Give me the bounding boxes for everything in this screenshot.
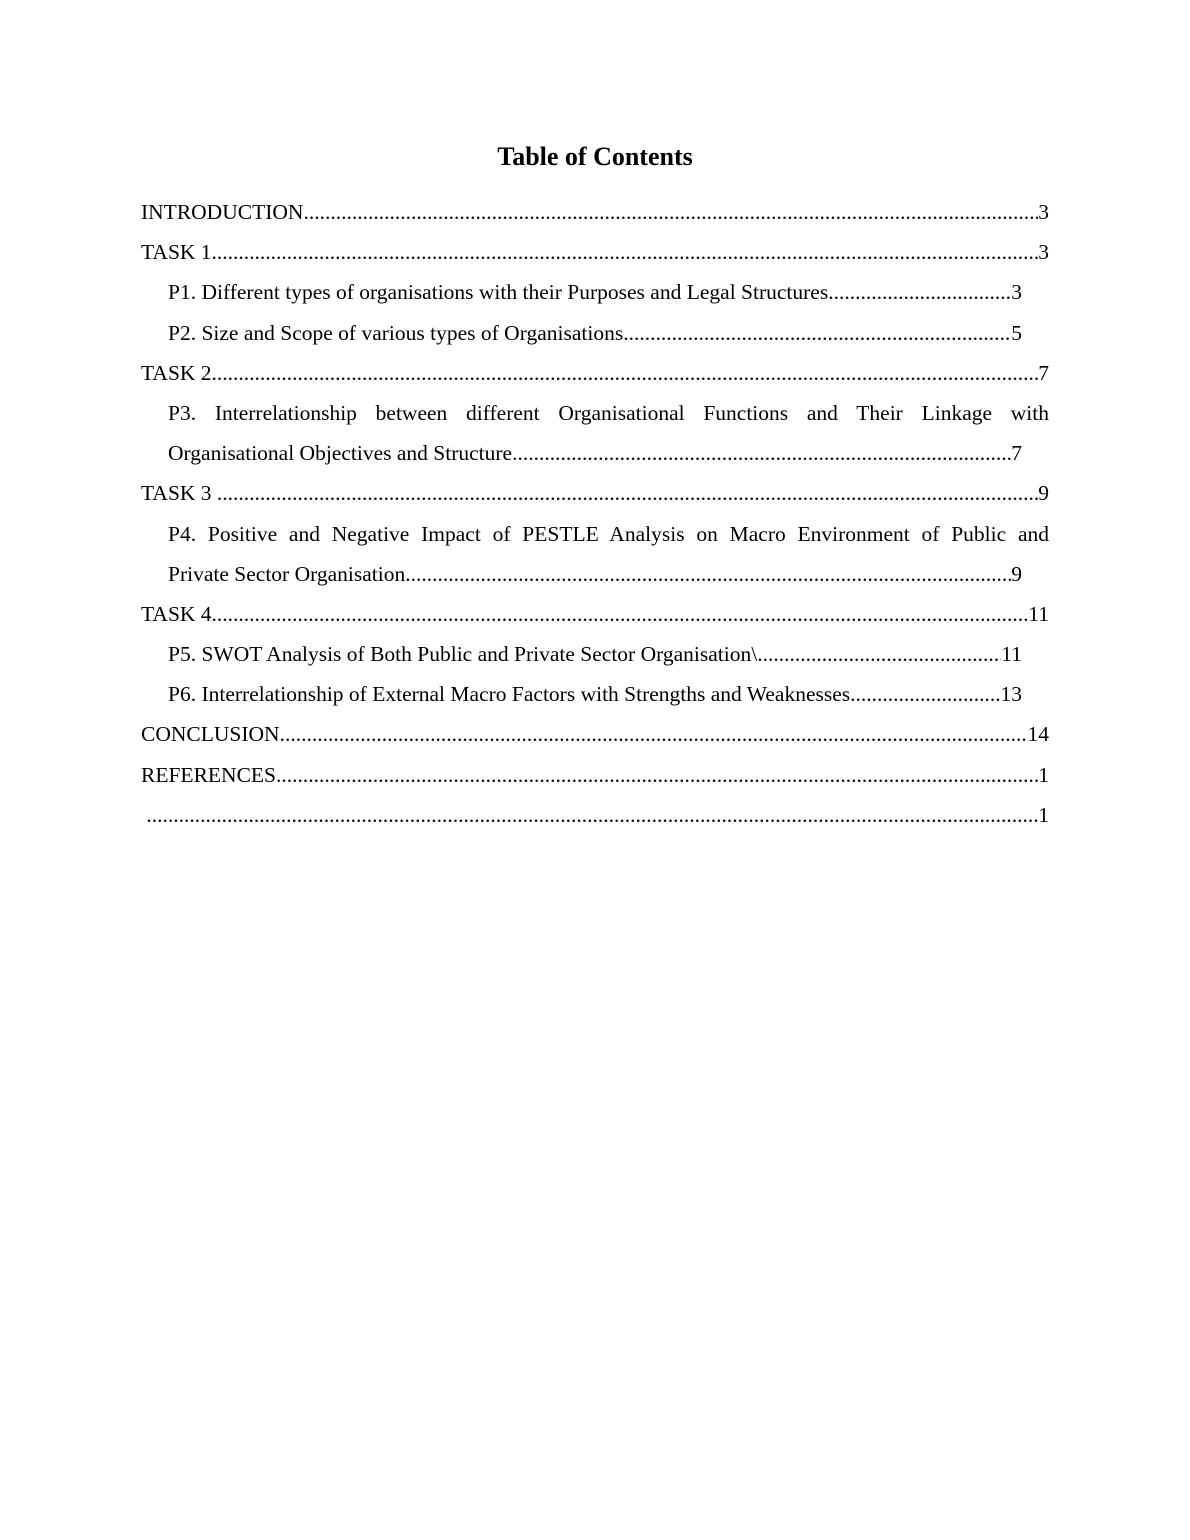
toc-entry-p1[interactable] — [168, 272, 1022, 312]
toc-entry-task-3[interactable] — [141, 473, 1049, 513]
toc-entry-label: Organisational Objectives and Structure — [168, 441, 513, 466]
toc-entry-p2[interactable] — [168, 313, 1022, 353]
toc-entry-p4-first-line[interactable]: P4. Positive and Negative Impact of PESTLE Analysis on Macro Environment of Public and — [168, 521, 1049, 546]
toc-entry-label: TASK 3 — [141, 481, 217, 506]
toc-entry-page-number: 13 — [1000, 682, 1022, 707]
toc-entry-page-number: 14 — [1027, 722, 1049, 747]
toc-entry-label: TASK 2 — [141, 360, 212, 385]
dot-leader — [217, 473, 1038, 513]
toc-entry-p5[interactable] — [168, 634, 1022, 674]
toc-entry-task-1[interactable] — [141, 232, 1049, 272]
toc-entry-label: INTRODUCTION — [141, 200, 304, 224]
toc-entry-page-number: 5 — [1011, 320, 1022, 345]
toc-entry-label: P1. Different types of organisations with their Purposes and Legal Structures — [168, 280, 829, 305]
toc-entry-page-number: 9 — [1038, 481, 1049, 506]
toc-entry-label: P5. SWOT Analysis of Both Public and Private Sector Organisation\ — [168, 642, 758, 667]
toc-entry-conclusion[interactable] — [141, 714, 1049, 754]
toc-entry-page-number: 7 — [1038, 360, 1049, 385]
toc-entry-page-number: 7 — [1011, 441, 1022, 466]
dot-leader — [512, 433, 1011, 473]
dot-leader — [212, 594, 1029, 634]
toc-entry-page-number: 11 — [1028, 601, 1049, 626]
toc-entry-page-number: 3 — [1011, 280, 1022, 305]
toc-entry-page-number: 1 — [1038, 762, 1049, 787]
toc-entry-task-2[interactable] — [141, 353, 1049, 393]
toc-entry-label: TASK 1 — [141, 240, 212, 265]
dot-leader — [303, 192, 1038, 232]
dot-leader — [828, 272, 1011, 312]
dot-leader — [405, 554, 1011, 594]
dot-leader — [212, 232, 1039, 272]
toc-entry-blank[interactable] — [141, 795, 1049, 835]
toc-entry-page-number: 1 — [1038, 802, 1049, 827]
table-of-contents — [141, 192, 1049, 835]
toc-entry-page-number: 3 — [1038, 200, 1049, 224]
dot-leader — [280, 714, 1028, 754]
toc-entry-label: TASK 4 — [141, 601, 212, 626]
toc-entry-p3[interactable] — [168, 433, 1022, 473]
toc-entry-references[interactable] — [141, 755, 1049, 795]
dot-leader — [146, 795, 1038, 835]
toc-entry-label: REFERENCES — [141, 762, 276, 787]
toc-entry-p3-first-line[interactable]: P3. Interrelationship between different Organisational Functions and Their Linkage with — [168, 400, 1049, 425]
page-title: Table of Contents — [497, 142, 693, 171]
toc-entry-task-4[interactable] — [141, 594, 1049, 634]
toc-entry-introduction[interactable] — [141, 192, 1049, 232]
toc-entry-label: CONCLUSION — [141, 722, 280, 747]
dot-leader — [276, 755, 1038, 795]
toc-entry-label: Private Sector Organisation — [168, 561, 406, 586]
dot-leader — [212, 353, 1039, 393]
toc-entry-p4[interactable] — [168, 554, 1022, 594]
toc-entry-page-number: 3 — [1038, 240, 1049, 265]
toc-entry-page-number: 11 — [1001, 642, 1022, 667]
dot-leader — [850, 674, 1000, 714]
toc-entry-page-number: 9 — [1011, 561, 1022, 586]
dot-leader — [757, 634, 1001, 674]
toc-entry-label: P6. Interrelationship of External Macro Factors with Strengths and Weaknesses — [168, 682, 851, 707]
dot-leader — [623, 313, 1011, 353]
toc-entry-label: P2. Size and Scope of various types of Organisations — [168, 320, 624, 345]
toc-entry-p6[interactable] — [168, 674, 1022, 714]
